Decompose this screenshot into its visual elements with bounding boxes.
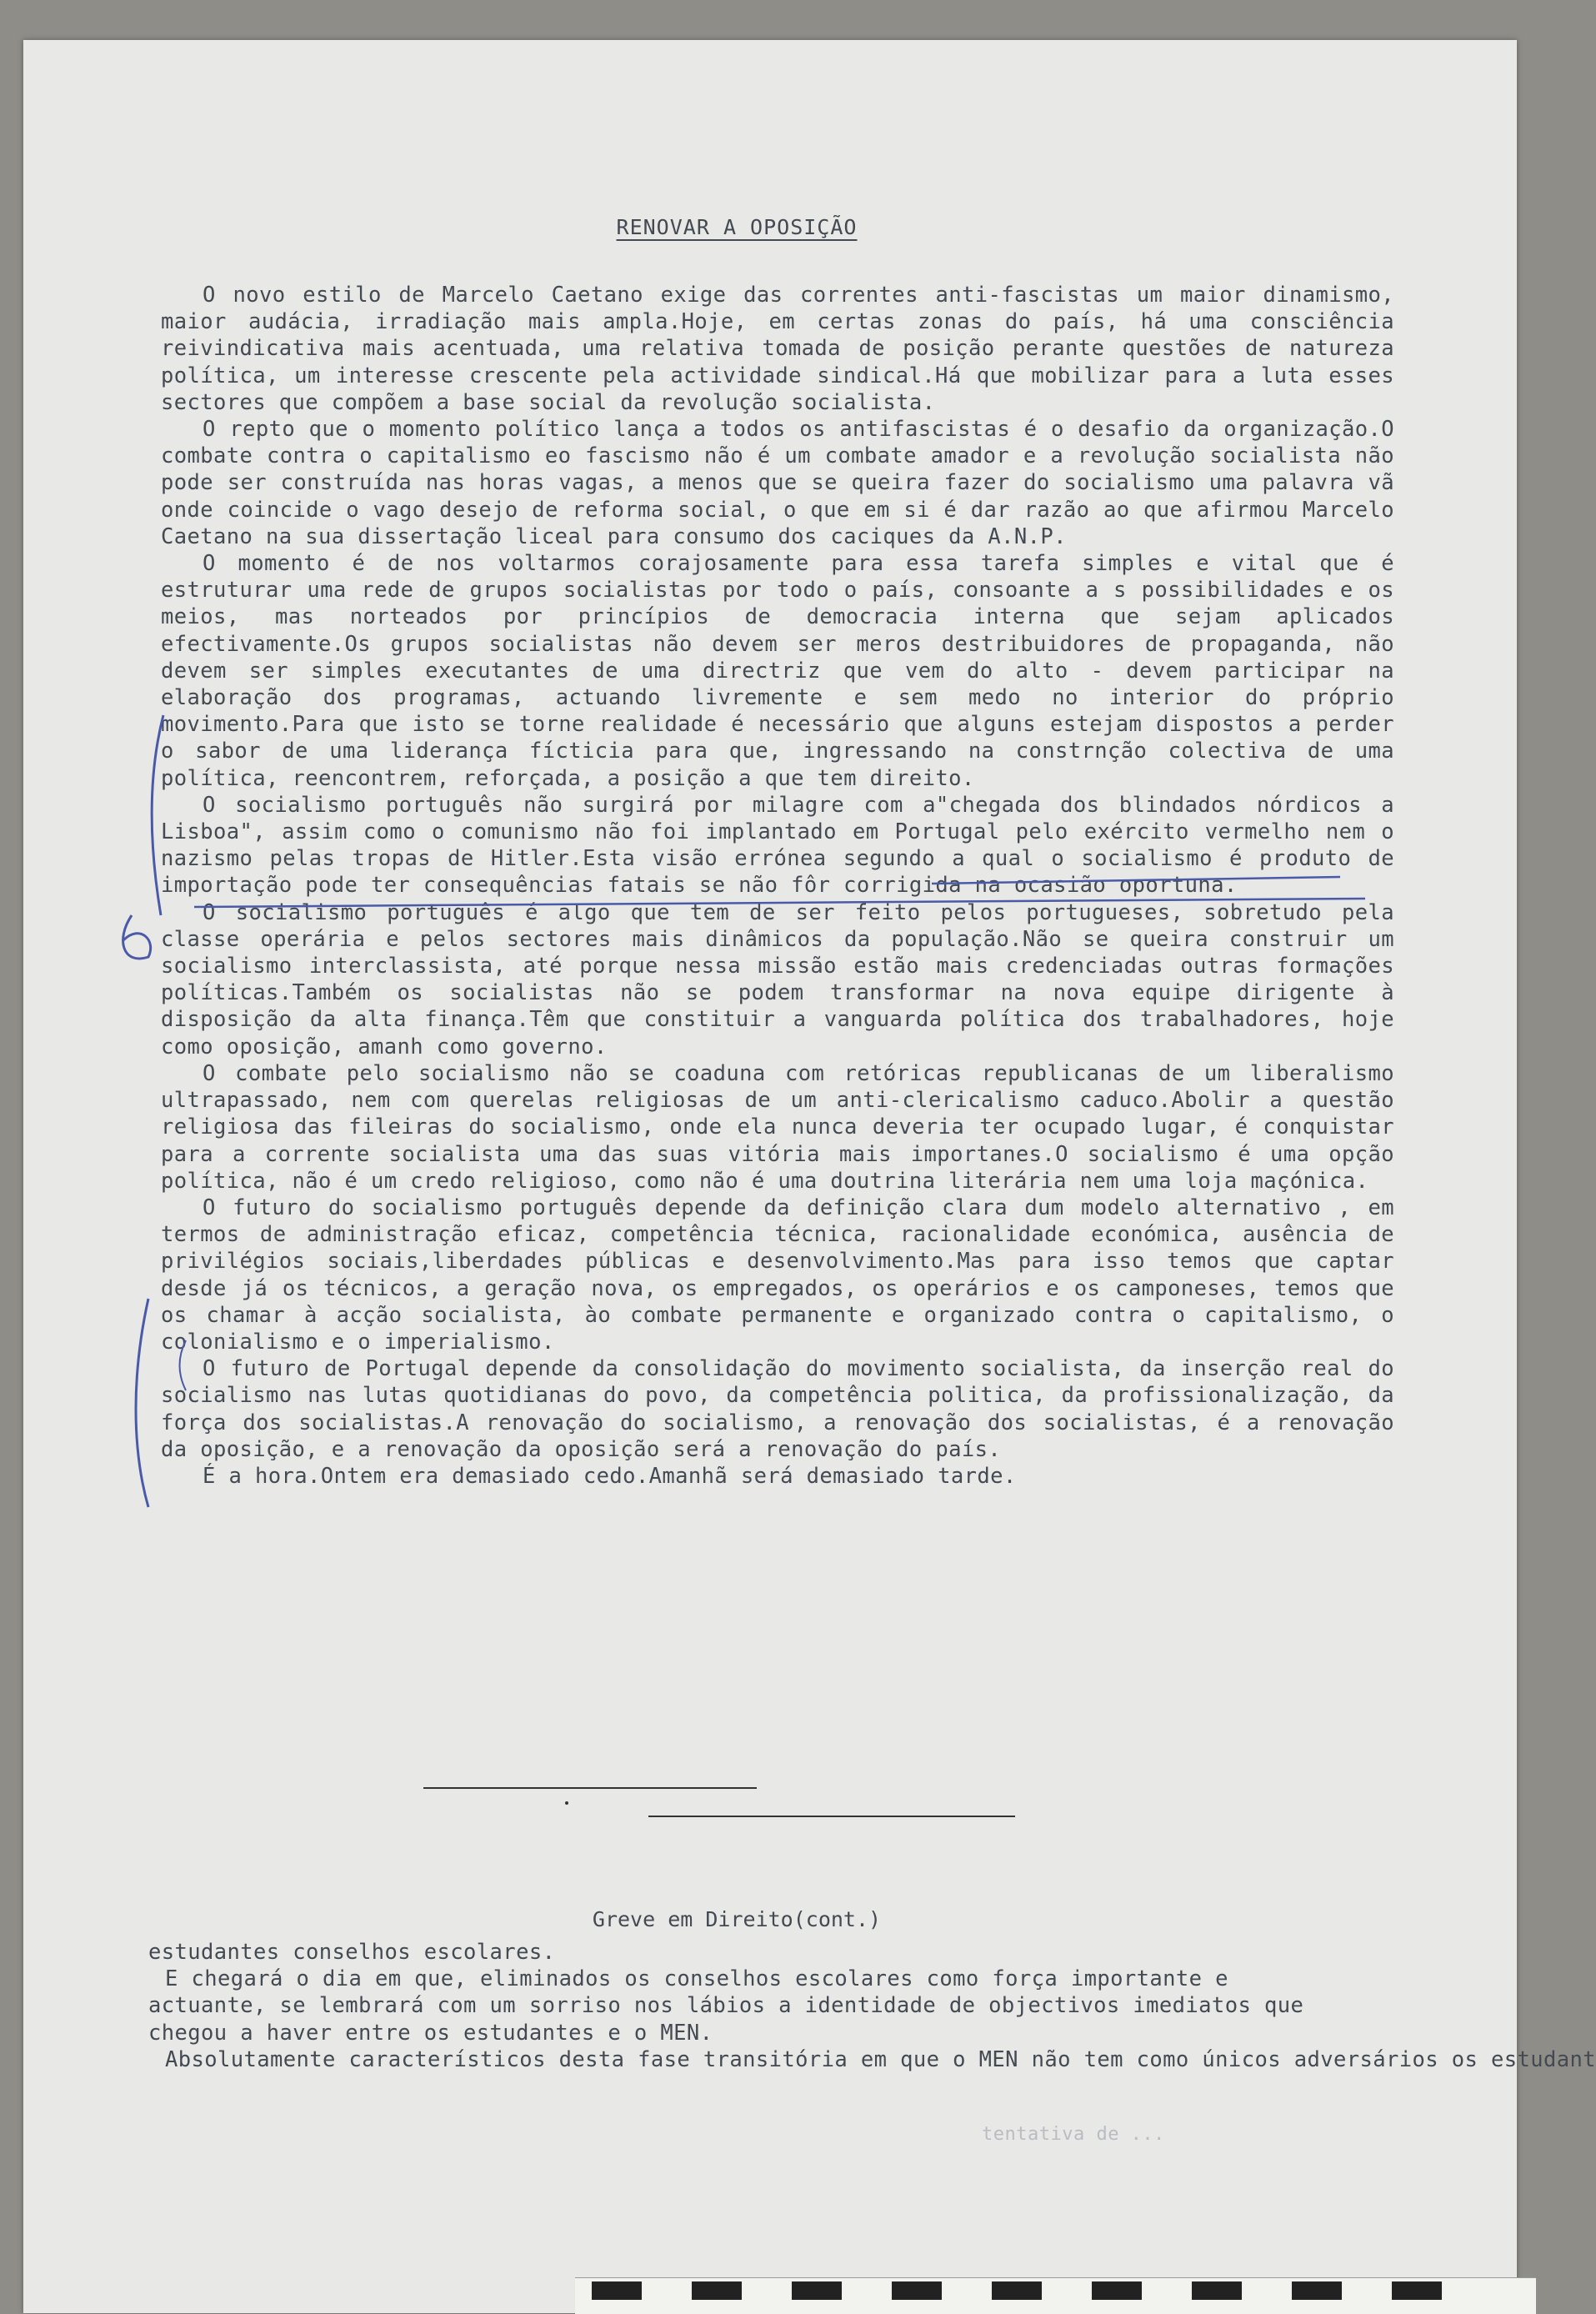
separator-dot <box>565 1801 568 1805</box>
article-body <box>161 282 1394 1490</box>
margin-pen-scribble <box>123 915 151 959</box>
ruler-block <box>1392 2281 1442 2300</box>
paragraph-6: O combate pelo socialismo não se coaduna com retóricas republicanas de um liberalismo ultrapassado, nem com querelas religiosas de um anti-clericalismo caduco.Abolir a questão religiosa das fileiras do socialismo, onde ela nunca deveria ter ocupado lugar, é conquistar para a corrente socialista uma das suas vitória mais importanes.O socialismo é uma opção política, não é um credo religioso, como não é uma doutrina literária nem uma loja maçónica. <box>161 1060 1394 1194</box>
continuation-title: Greve em Direito(cont.) <box>592 1907 882 1931</box>
continuation-body <box>148 1939 1596 2073</box>
ruler-block <box>1292 2281 1342 2300</box>
paragraph-4: O socialismo português não surgirá por milagre com a"chegada dos blindados nórdicos a Lisboa", assim como o comunismo não foi implantado em Portugal pelo exército vermelho nem o nazismo pelas tropas de Hitler.Esta visão errónea segundo a qual o socialismo é produto de importação pode ter consequências fatais se não fôr corrigida na ocasião oportuna. <box>161 792 1394 899</box>
separator-line-2 <box>648 1816 1015 1817</box>
faded-text: tentativa de ... <box>982 2124 1165 2145</box>
ruler-block <box>1092 2281 1142 2300</box>
ruler-block <box>1192 2281 1242 2300</box>
ruler-block <box>992 2281 1042 2300</box>
paragraph-8: O futuro de Portugal depende da consolidação do movimento socialista, da inserção real do socialismo nas lutas quotidianas do povo, da competência politica, da profissionalização, da força dos socialistas.A renovação do socialismo, a renovação dos socialistas, é a renovação da oposição, e a renovação da oposição será a renovação do país. <box>161 1356 1394 1462</box>
ruler-block <box>892 2281 942 2300</box>
continuation-line-2: E chegará o dia em que, eliminados os conselhos escolares como força importante e actuante, se lembrará com um sorriso nos lábios a identidade de objectivos imediatos que chegou a haver entre os estudantes e o MEN. <box>148 1966 1304 2046</box>
paragraph-1: O novo estilo de Marcelo Caetano exige das correntes anti-fascistas um maior dinamismo, maior audácia, irradiação mais ampla.Hoje, em certas zonas do país, há uma consciência reivindicativa mais acentuada, uma relativa tomada de posição perante questões de natureza política, um interesse crescente pela actividade sindical.Há que mobilizar para a luta esses sectores que compõem a base social da revolução socialista. <box>161 283 1394 415</box>
document <box>23 40 1596 2313</box>
paragraph-9: É a hora.Ontem era demasiado cedo.Amanhã será demasiado tarde. <box>203 1463 1017 1489</box>
ruler-block <box>592 2281 642 2300</box>
ruler-block <box>692 2281 742 2300</box>
continuation-line-1: estudantes conselhos escolares. <box>148 1940 556 1965</box>
margin-pen-stroke-2 <box>136 1299 148 1507</box>
document-title: RENOVAR A OPOSIÇÃO <box>616 215 858 239</box>
paragraph-3: O momento é de nos voltarmos corajosamente para essa tarefa simples e vital que é estruturar uma rede de grupos socialistas por todo o país, consoante a s possibilidades e os meios, mas norteados por princípios de democracia interna que sejam aplicados efectivamente.Os grupos socialistas não devem ser meros destribuidores de propaganda, não devem ser simples executantes de uma directriz que vem do alto - devem participar na elaboração dos programas, actuando livremente e sem medo no interior do próprio movimento.Para que isto se torne realidade é necessário que alguns estejam dispostos a perder o sabor de uma liderança fícticia para que, ingressando na constrnção colectiva de uma política, reencontrem, reforçada, a posição a que tem direito. <box>161 551 1394 791</box>
paragraph-7: O futuro do socialismo português depende da definição clara dum modelo alternativo , em termos de administração eficaz, competência técnica, racionalidade económica, ausência de privilégios sociais,liberdades públicas e desenvolvimento.Mas para isso temos que captar desde já os técnicos, a geração nova, os empregados, os operários e os camponeses, temos que os chamar à acção socialista, ào combate permanente e organizado contra o capitalismo, o colonialismo e o imperialismo. <box>161 1195 1394 1355</box>
paragraph-2: O repto que o momento político lança a todos os antifascistas é o desafio da organização.O combate contra o capitalismo eo fascismo não é um combate amador e a revolução socialista não pode ser construída nas horas vagas, a menos que se queira fazer do socialismo uma palavra vã onde coincide o vago desejo de reforma social, o que em si é dar razão ao que afirmou Marcelo Caetano na sua dissertação liceal para consumo dos caciques da A.N.P. <box>161 417 1394 549</box>
measurement-ruler <box>575 2277 1536 2314</box>
separator-line <box>423 1787 757 1789</box>
paragraph-5: O socialismo português é algo que tem de ser feito pelos portugueses, sobretudo pela classe operária e pelos sectores mais dinâmicos da população.Não se queira construir um socialismo interclassista, até porque nessa missão estão mais credenciadas outras formações políticas.Também os socialistas não se podem transformar na nova equipe dirigente à disposição da alta finança.Têm que constituir a vanguarda política dos trabalhadores, hoje como oposição, amanh como governo. <box>161 899 1394 1059</box>
continuation-line-3: Absolutamente característicos desta fase transitória em que o MEN não tem como únicos adversários os estudant <box>165 2046 1596 2072</box>
ruler-block <box>792 2281 842 2300</box>
paper-sheet <box>23 40 1596 2313</box>
